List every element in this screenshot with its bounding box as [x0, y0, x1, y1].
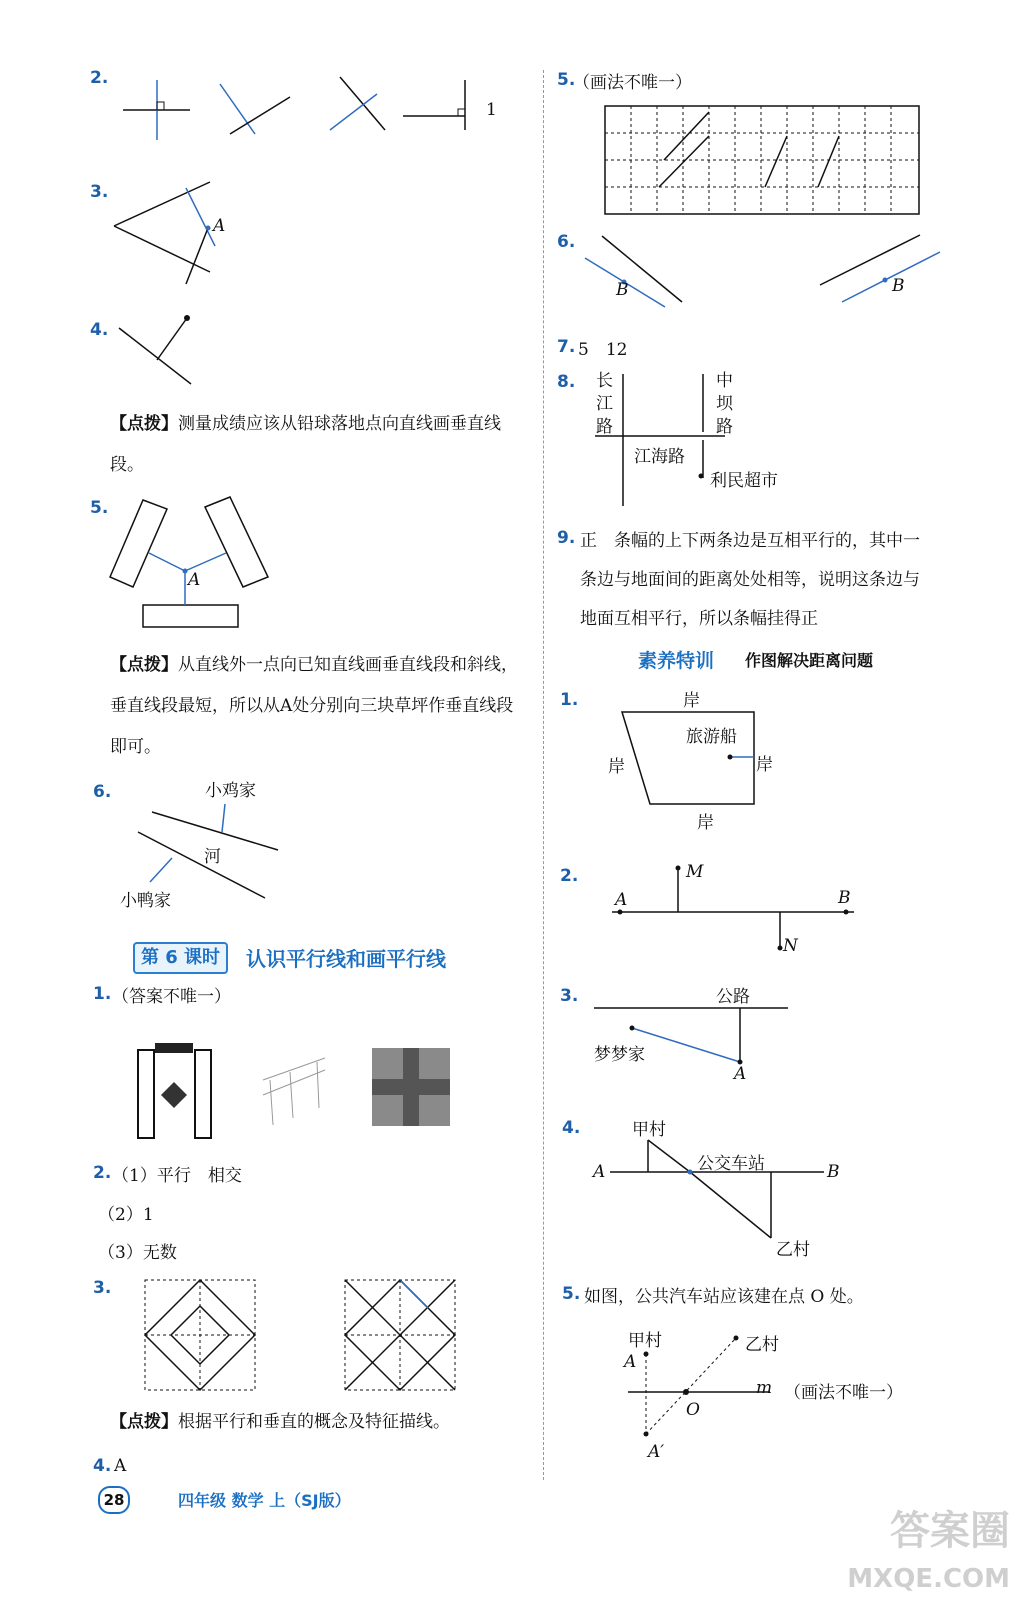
s1-right: 岸 — [756, 755, 773, 775]
s1-boat: 旅游船 — [686, 727, 737, 747]
l2-number: 2. — [93, 1163, 112, 1183]
s1-bottom: 岸 — [697, 813, 714, 833]
l2-a: （1）平行 相交 — [112, 1166, 242, 1186]
s5-yi: 乙村 — [745, 1335, 779, 1355]
s4-jia: 甲村 — [632, 1120, 666, 1140]
q4-number: 4. — [90, 320, 109, 340]
r5-number: 5. — [557, 70, 576, 90]
watermark-url: MXQE.COM — [847, 1564, 1010, 1594]
q4-tip-label: 【点拨】 — [110, 414, 178, 434]
s1-number: 1. — [560, 690, 579, 710]
r9-text-3: 地面互相平行，所以条幅挂得正 — [580, 609, 818, 629]
s5-o: O — [686, 1400, 700, 1420]
s2-n: N — [783, 936, 798, 956]
r5-grid — [604, 104, 924, 216]
q6-river-label: 河 — [204, 847, 221, 867]
l3-tip-label: 【点拨】 — [110, 1412, 178, 1432]
r9-number: 9. — [557, 528, 576, 548]
q6-duck-label: 小鸭家 — [120, 891, 171, 911]
r7-text: 5 12 — [578, 340, 628, 360]
s2-number: 2. — [560, 866, 579, 886]
s4-number: 4. — [562, 1118, 581, 1138]
q4-figure — [115, 312, 215, 392]
l1-text: （答案不唯一） — [112, 987, 231, 1007]
special-subtitle: 作图解决距离问题 — [745, 651, 874, 670]
s2-figure — [610, 862, 860, 952]
s5-number: 5. — [562, 1284, 581, 1304]
q5-figure — [105, 495, 285, 630]
r8-zhongba-3: 路 — [716, 417, 733, 437]
r8-number: 8. — [557, 372, 576, 392]
s3-home: 梦梦家 — [594, 1045, 645, 1065]
book-title: 四年级 数学 上（SJ版） — [178, 1491, 351, 1510]
page-number: 28 — [98, 1486, 130, 1514]
r7-number: 7. — [557, 337, 576, 357]
q3-figure — [110, 180, 230, 290]
r8-changjiang-3: 路 — [596, 417, 613, 437]
l3-figures — [143, 1278, 473, 1398]
watermark-logo: 答案圈 — [890, 1508, 1010, 1554]
s5-m: m — [756, 1378, 773, 1398]
q3-number: 3. — [90, 182, 109, 202]
q2-mark: 1 — [486, 100, 497, 120]
q2-figures — [115, 72, 535, 152]
q6-chicken-label: 小鸡家 — [205, 781, 256, 801]
l3-tip-text: 根据平行和垂直的概念及特征描线。 — [178, 1412, 450, 1432]
r8-limin: 利民超市 — [710, 471, 778, 491]
s5-a2: A′ — [648, 1442, 665, 1462]
s4-a: A — [593, 1162, 606, 1182]
column-divider — [543, 70, 544, 1480]
r9-text-2: 条边与地面间的距离处处相等，说明这条边与 — [580, 570, 920, 590]
l3-tip — [110, 1402, 525, 1443]
r8-zhongba-2: 坝 — [716, 394, 733, 414]
r8-changjiang-2: 江 — [596, 394, 613, 414]
lesson-title: 认识平行线和画平行线 — [246, 947, 446, 971]
s5-a: A — [624, 1352, 637, 1372]
l4-text: A — [114, 1456, 127, 1476]
l4-number: 4. — [93, 1456, 112, 1476]
l2-b: （2）1 — [98, 1205, 154, 1225]
r5-text: （画法不唯一） — [573, 73, 692, 93]
q6-number: 6. — [93, 782, 112, 802]
r8-changjiang — [596, 370, 613, 439]
l1-images — [135, 1040, 465, 1140]
q5-tip-text: 从直线外一点向已知直线画垂直线段和斜线，垂直线段最短，所以从A处分别向三块草坪作垂直线段即可。 — [110, 655, 518, 757]
s4-bus: 公交车站 — [697, 1154, 765, 1174]
special-title: 素养特训 — [638, 650, 715, 672]
q2-number: 2. — [90, 68, 109, 88]
s1-top: 岸 — [683, 691, 700, 711]
q5-number: 5. — [90, 498, 109, 518]
r8-jianghai: 江海路 — [634, 447, 685, 467]
q4-tip-text: 测量成绩应该从铅球落地点向直线画垂直线段。 — [110, 414, 501, 475]
s2-a: A — [615, 890, 628, 910]
lesson-tag: 第 6 课时 — [133, 942, 228, 974]
s2-b: B — [838, 888, 851, 908]
q5-tip-label: 【点拨】 — [110, 655, 178, 675]
q5-tip — [110, 645, 525, 768]
s4-b: B — [827, 1162, 840, 1182]
s5-text: 如图，公共汽车站应该建在点 O 处。 — [584, 1287, 864, 1307]
l2-c: （3）无数 — [98, 1243, 177, 1263]
l1-number: 1. — [93, 984, 112, 1004]
r8-zhongba-1: 中 — [716, 371, 733, 391]
r6-figure — [580, 230, 950, 310]
s2-m: M — [686, 862, 704, 882]
r8-zhongba — [716, 370, 733, 439]
r6-b2: B — [892, 276, 905, 296]
s5-jia: 甲村 — [628, 1331, 662, 1351]
s3-road: 公路 — [716, 987, 750, 1007]
q5-point-label: A — [188, 570, 201, 590]
s3-a: A — [734, 1064, 747, 1084]
l3-number: 3. — [93, 1278, 112, 1298]
r6-number: 6. — [557, 232, 576, 252]
r9-text-1: 正 条幅的上下两条边是互相平行的，其中一 — [580, 531, 920, 551]
s4-yi: 乙村 — [776, 1240, 810, 1260]
s1-left: 岸 — [608, 757, 625, 777]
s3-number: 3. — [560, 986, 579, 1006]
s5-note: （画法不唯一） — [784, 1383, 903, 1403]
r6-b1: B — [616, 280, 629, 300]
q4-tip — [110, 404, 520, 486]
r8-changjiang-1: 长 — [596, 371, 613, 391]
q3-point-label: A — [213, 216, 226, 236]
